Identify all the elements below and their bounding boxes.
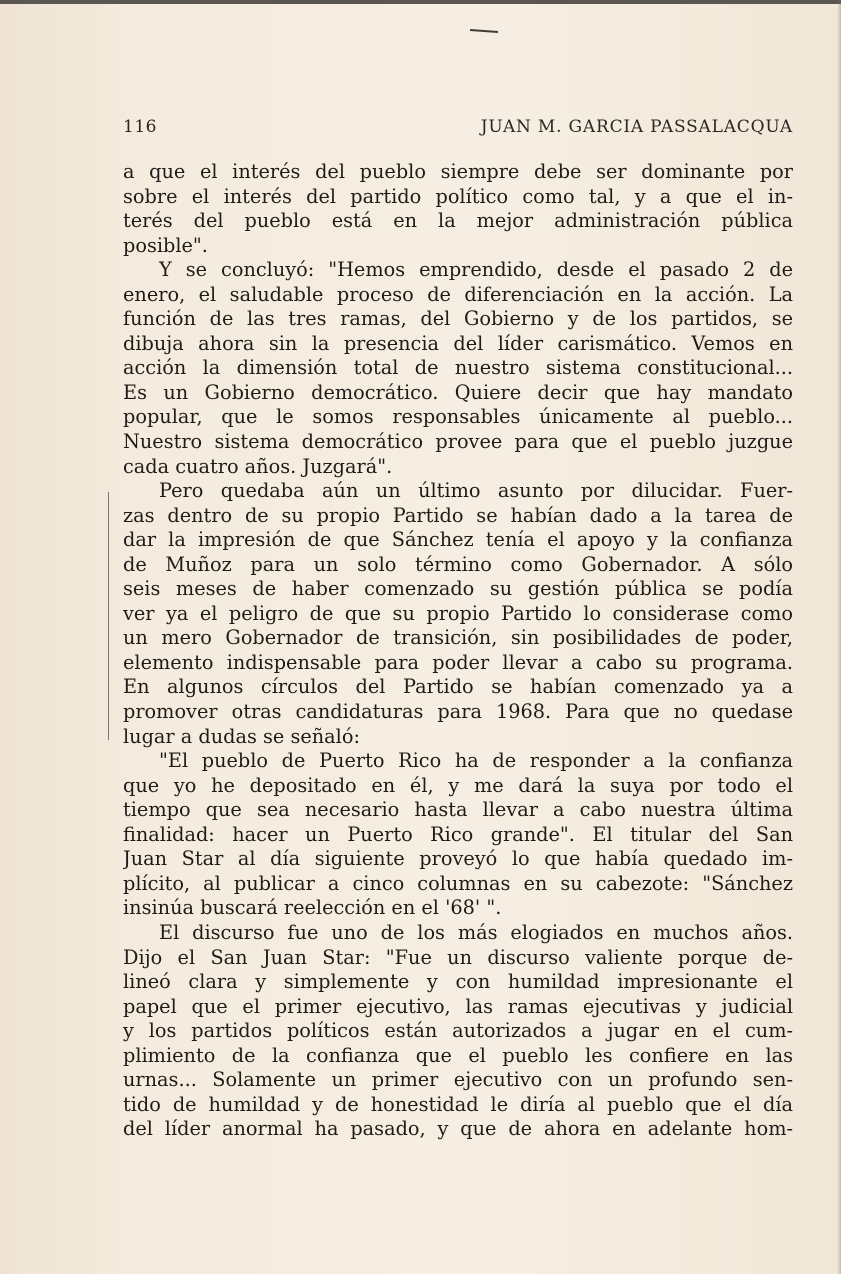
text-line: insinúa buscará reelección en el '68' ".	[123, 896, 502, 920]
text-line: tido de humildad y de honestidad le diría al pueblo que el día	[123, 1092, 793, 1116]
text-line: papel que el primer ejecutivo, las ramas ejecutivas y judicial	[123, 994, 793, 1018]
text-line: "El pueblo de Puerto Rico ha de responder a la confianza	[159, 749, 793, 773]
scan-top-edge	[0, 0, 841, 4]
text-line: En algunos círculos del Partido se habían comenzado ya a	[123, 675, 793, 699]
text-line: zas dentro de su propio Partido se habían dado a la tarea de	[123, 503, 793, 527]
text-line: Juan Star al día siguiente proveyó lo que había quedado im-	[123, 847, 793, 871]
text-line: finalidad: hacer un Puerto Rico grande". El titular del San	[123, 822, 793, 846]
text-line: tiempo que sea necesario hasta llevar a cabo nuestra última	[123, 798, 793, 822]
text-line: ver ya el peligro de que su propio Partido lo considerase como	[123, 601, 793, 625]
text-line: dar la impresión de que Sánchez tenía el apoyo y la confianza	[123, 528, 793, 552]
text-line: lugar a dudas se señaló:	[123, 724, 360, 748]
text-line: terés del pueblo está en la mejor administración pública	[123, 209, 793, 233]
text-line: popular, que le somos responsables únicamente al pueblo...	[123, 405, 793, 429]
text-line: de Muñoz para un solo término como Gobernador. A sólo	[123, 552, 793, 576]
text-line: Dijo el San Juan Star: "Fue un discurso valiente porque de-	[123, 945, 793, 969]
page-number: 116	[123, 117, 157, 137]
page-header	[123, 117, 793, 141]
page-edge-shadow	[837, 0, 841, 1274]
scan-mark	[470, 29, 498, 33]
text-line: y los partidos políticos están autorizados a jugar en el cum-	[123, 1019, 793, 1043]
text-line: posible".	[123, 233, 208, 257]
text-line: a que el interés del pueblo siempre debe ser dominante por	[123, 160, 793, 183]
text-line: promover otras candidaturas para 1968. Para que no quedase	[123, 700, 793, 724]
text-line: sobre el interés del partido político como tal, y a que el in-	[123, 184, 793, 208]
text-line: cada cuatro años. Juzgará".	[123, 454, 393, 478]
text-line: función de las tres ramas, del Gobierno y de los partidos, se	[123, 307, 793, 331]
text-line: urnas... Solamente un primer ejecutivo con un profundo sen-	[123, 1068, 793, 1092]
text-line: plícito, al publicar a cinco columnas en su cabezote: "Sánchez	[123, 871, 793, 895]
text-line: enero, el saludable proceso de diferenciación en la acción. La	[123, 282, 793, 306]
body-text	[123, 160, 793, 1142]
text-line: Pero quedaba aún un último asunto por dilucidar. Fuer-	[159, 479, 793, 503]
text-line: que yo he depositado en él, y me dará la suya por todo el	[123, 773, 793, 797]
margin-line	[108, 492, 109, 740]
text-line: Es un Gobierno democrático. Quiere decir que hay mandato	[123, 380, 793, 404]
text-line: acción la dimensión total de nuestro sistema constitucional...	[123, 356, 793, 380]
text-line: lineó clara y simplemente y con humildad impresionante el	[123, 970, 793, 994]
text-line: Y se concluyó: "Hemos emprendido, desde el pasado 2 de	[159, 258, 793, 282]
text-line: del líder anormal ha pasado, y que de ahora en adelante hom-	[123, 1117, 793, 1141]
text-line: plimiento de la confianza que el pueblo les confiere en las	[123, 1043, 793, 1067]
text-line: un mero Gobernador de transición, sin posibilidades de poder,	[123, 626, 793, 650]
text-line: dibuja ahora sin la presencia del líder carismático. Vemos en	[123, 331, 793, 355]
text-line: Nuestro sistema democrático provee para que el pueblo juzgue	[123, 430, 793, 454]
text-line: seis meses de haber comenzado su gestión pública se podía	[123, 577, 793, 601]
text-line: El discurso fue uno de los más elogiados en muchos años.	[159, 920, 793, 944]
text-line: elemento indispensable para poder llevar a cabo su programa.	[123, 650, 793, 674]
running-title: JUAN M. GARCIA PASSALACQUA	[480, 117, 793, 137]
